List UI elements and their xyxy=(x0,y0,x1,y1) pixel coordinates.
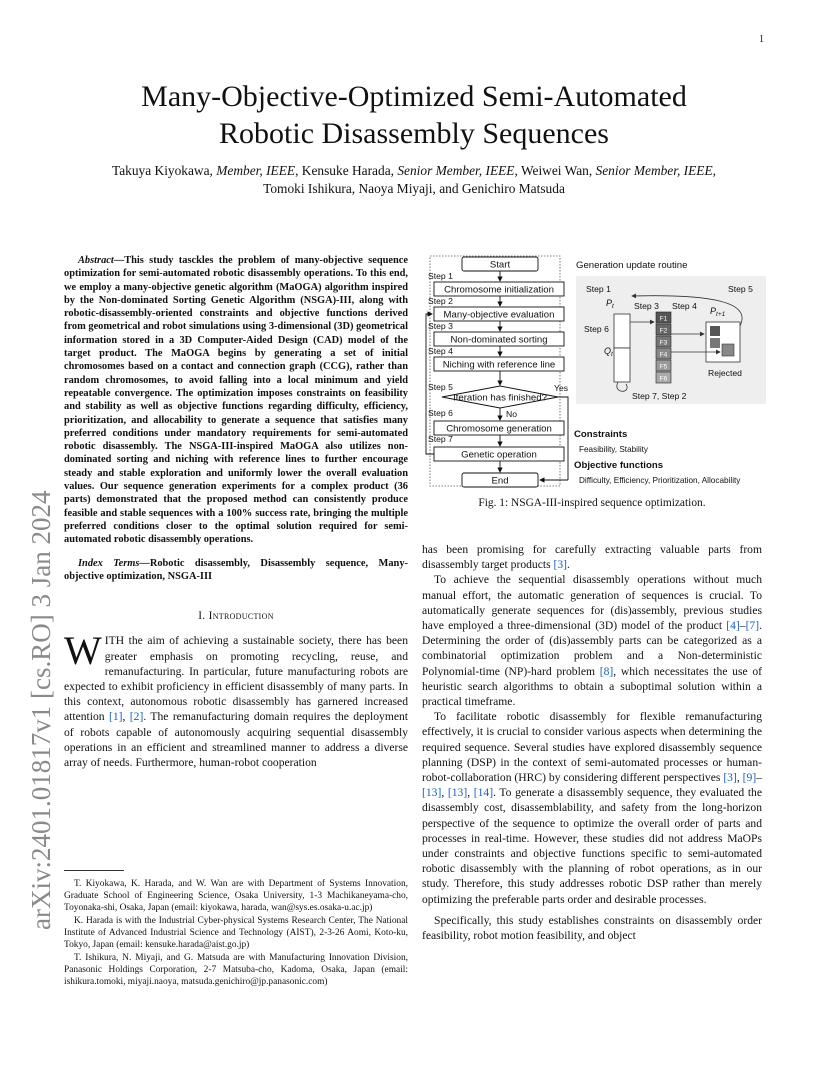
paragraph-text: , xyxy=(736,771,743,785)
page-number: 1 xyxy=(759,34,764,45)
author-separator: , xyxy=(295,163,302,178)
step-label: Step 1 xyxy=(428,271,453,281)
paragraph-text: , xyxy=(467,786,474,800)
front-label: F3 xyxy=(659,339,668,347)
constraints-text: Feasibility, Stability xyxy=(579,445,649,454)
routine-step72: Step 7, Step 2 xyxy=(632,391,687,401)
routine-step4: Step 4 xyxy=(672,301,697,311)
step-box-text: Genetic operation xyxy=(461,449,537,461)
step-label: Step 7 xyxy=(428,434,453,444)
paragraph-text: . The remanufacturing domain requires the deployment of robots capable of autonomously acquiring sequential disassembly operations in an efficient and streamlined manner to address a diverse array of needs. Furthermore, human-robot cooperation xyxy=(64,710,409,769)
paragraph-text: has been promising for carefully extracting valuable parts from disassembly target products xyxy=(422,543,762,572)
author-name: Takuya Kiyokawa, xyxy=(111,163,217,178)
title-line-1: Many-Objective-Optimized Semi-Automated xyxy=(141,80,687,113)
qt-label: $Q_t$ xyxy=(604,346,613,358)
step-label: Step 5 xyxy=(428,382,453,392)
step-label: Step 4 xyxy=(428,346,453,356)
step-label: Step 6 xyxy=(428,408,453,418)
step-label: Step 3 xyxy=(428,321,453,331)
arxiv-stamp-text: arXiv:2401.01817v1 [cs.RO] 3 Jan 2024 xyxy=(26,490,56,930)
author-list xyxy=(64,162,764,198)
footnotes xyxy=(64,878,408,989)
rejected-label: Rejected xyxy=(708,368,742,378)
intro-paragraph xyxy=(64,628,409,770)
author-separator: , xyxy=(712,163,717,178)
paragraph-text: . xyxy=(567,558,570,572)
decision-text: Iteration has finished? xyxy=(453,392,547,404)
step-box-text: Niching with reference line xyxy=(442,359,556,371)
step-label: Step 2 xyxy=(428,296,453,306)
paragraph-text: – xyxy=(739,619,746,633)
step-box-text: Chromosome initialization xyxy=(444,284,554,296)
left-column xyxy=(64,254,408,770)
arxiv-side-stamp xyxy=(8,300,68,940)
index-terms-text: —Robotic disassembly, Disassembly sequence, Many-objective optimization, NSGA-III xyxy=(64,557,408,582)
routine-step1: Step 1 xyxy=(586,284,611,294)
paragraph-text: , xyxy=(122,710,130,724)
citation-link[interactable]: [2] xyxy=(129,710,144,724)
citation-link[interactable]: [3] xyxy=(723,771,737,785)
citation-link[interactable]: [1] xyxy=(108,710,123,724)
author-name: Kensuke Harada, xyxy=(301,163,398,178)
right-column xyxy=(422,542,762,943)
figure-caption: Fig. 1: NSGA-III-inspired sequence optimization. xyxy=(478,497,706,509)
author-role: Member, IEEE xyxy=(216,163,296,178)
routine-title: Generation update routine xyxy=(576,260,688,271)
index-terms xyxy=(64,557,408,584)
footnote-rule xyxy=(64,870,124,871)
authors-line-2: Tomoki Ishikura, Naoya Miyaji, and Genichiro Matsuda xyxy=(263,181,565,196)
flowchart-diagram xyxy=(422,252,772,492)
abstract xyxy=(64,254,408,547)
citation-link[interactable]: [13] xyxy=(422,786,442,800)
footnote: K. Harada is with the Industrial Cyber-physical Systems Research Center, The National Institute of Advanced Industrial Science and Technology (AIST), 2-3-26 Aomi, Koto-ku, Tokyo, Japan (email: kensuke.harada@aist.go.jp) xyxy=(64,916,408,950)
front-label: F4 xyxy=(659,351,668,359)
author-separator: , xyxy=(514,163,521,178)
end-label: End xyxy=(491,475,509,487)
section-heading xyxy=(64,609,408,624)
figure-1 xyxy=(422,252,772,492)
no-label: No xyxy=(506,409,517,419)
front-label: F2 xyxy=(659,327,668,335)
paragraph xyxy=(422,709,762,907)
section-title: Introduction xyxy=(208,610,274,623)
routine-step3: Step 3 xyxy=(634,301,659,311)
paragraph-text: To facilitate robotic disassembly for flexible remanufacturing effectively, it is crucial to consider various aspects when determining the required sequence. Several studies have explored disassembly sequence planning (DSP) in the context of semi-automated processes or human-robot-collaboration (HRC) by considering different perspectives xyxy=(422,710,762,785)
pt-label: $P_t$ xyxy=(606,298,614,310)
drop-cap: W xyxy=(64,628,102,674)
citation-link[interactable]: [9] xyxy=(742,771,757,785)
paragraph-text: , which necessitates the use of heuristic search algorithms to obtain a suboptimal solution within a practical timeframe. xyxy=(422,664,763,709)
paragraph-text: ITH the aim of achieving a sustainable society, there has been greater emphasis on promoting recycling, reuse, and remanufacturing. In particular, future manufacturing robots are expected to exhibit proficiency in efficient disassembly of many parts. In this context, autonomous robotic disassembly has garnered increased attention xyxy=(64,634,408,724)
citation-link[interactable]: [13] xyxy=(447,786,468,800)
paragraph-text: , xyxy=(441,786,448,800)
citation-link[interactable]: [7] xyxy=(745,619,760,633)
abstract-text: —This study tasckles the problem of many-objective sequence optimization for semi-automated robotic disassembly operations. To this end, we employ a many-objective genetic algorithm (MaOGA) algorithm inspired by the Non-dominated Sorting Genetic Algorithm (NSGA)-III, along with robotic-disassembly-oriented constraints and objective functions derived from geometrical and robot simulations using 3-dimensional (3D) geometrical information stored in a 3D Computer-Aided Design (CAD) model of the target product. The MaOGA begins by generating a set of initial chromosomes based on a contact and connection graph (CCG), rather than random chromosomes, to avoid falling into a local minimum and yield repeatable convergence. The optimization imposes constraints on feasibility and stability as well as objective functions regarding difficulty, efficiency, prioritization, and allocability to generate a sequence that satisfies many preferred conditions under mandatory requirements for semi-automated robotic disassembly. The NSGA-III-inspired MaOGA also utilizes non-dominated sorting and niching with reference lines to further encourage steady and stable exploration and uniformly lower the overall evaluation values. Our sequence generation experiments for a complex product (36 parts) demonstrated that the proposed method can consistently produce feasible and stable sequences with a 100% success rate, bringing the multiple preferred conditions closer to the optimal solution required for semi-automated robotic disassembly operations. xyxy=(64,255,408,546)
paragraph: Specifically, this study establishes constraints on disassembly order feasibility, robot motion feasibility, and object xyxy=(422,913,762,943)
step-box-text: Many-objective evaluation xyxy=(443,309,555,321)
step-box-text: Chromosome generation xyxy=(446,423,552,435)
abstract-label: Abstract xyxy=(78,255,114,266)
paragraph-text: – xyxy=(756,771,762,785)
citation-link[interactable]: [3] xyxy=(553,558,568,572)
footnote: T. Ishikura, N. Miyaji, and G. Matsuda are with Manufacturing Innovation Division, Panasonic Holdings Corporation, 2-7 Matsuba-cho, Kadoma, Osaka, Japan (email: ishikura.tomoki, miyaji.naoya, matsuda.genichiro@jp.panasonic.com) xyxy=(64,953,408,987)
paper-title xyxy=(64,78,764,152)
citation-link[interactable]: [4] xyxy=(726,619,740,633)
paragraph-text: . Determining the order of (dis)assembly parts can be categorized as a combinatorial optimization problem and a Non-deterministic Polynomial-time (NP)-hard problem xyxy=(422,619,762,678)
constraints-title: Constraints xyxy=(574,429,628,440)
objectives-text: Difficulty, Efficiency, Prioritization, Allocability xyxy=(579,476,741,485)
routine-step6: Step 6 xyxy=(584,324,609,334)
title-line-2: Robotic Disassembly Sequences xyxy=(219,117,609,150)
front-label: F1 xyxy=(659,315,668,323)
paragraph xyxy=(422,542,762,572)
index-terms-label: Index Terms xyxy=(78,557,140,569)
routine-step5: Step 5 xyxy=(728,284,753,294)
start-label: Start xyxy=(489,259,511,271)
author-role: Senior Member, IEEE xyxy=(595,163,713,178)
citation-link[interactable]: [14] xyxy=(473,786,494,800)
paragraph-text: To achieve the sequential disassembly operations without much manual effort, the automatic generation of sequences is crucial. To automatically generate sequences for (dis)assembly, previous studies have employed a three-dimensional (3D) model of the product xyxy=(422,573,762,633)
authors-line-1 xyxy=(64,162,764,180)
step-box-text: Non-dominated sorting xyxy=(450,334,548,346)
author-name: Weiwei Wan, xyxy=(520,163,596,178)
paragraph xyxy=(422,572,762,709)
author-role: Senior Member, IEEE xyxy=(397,163,515,178)
footnote: T. Kiyokawa, K. Harada, and W. Wan are with Department of Systems Innovation, Graduate School of Engineering Science, Osaka University, 1-3 Machikaneyama-cho, Toyonaka-shi, Osaka, Japan (email: kiyokawa, harada, wan@sys.es.osaka-u.ac.jp) xyxy=(64,879,408,913)
citation-link[interactable]: [8] xyxy=(599,664,614,678)
front-label: F6 xyxy=(659,375,668,383)
front-label: F5 xyxy=(659,363,668,371)
section-number: I. xyxy=(198,610,209,623)
pt1-label: $P_{t+1}$ xyxy=(710,306,726,318)
objectives-title: Objective functions xyxy=(574,460,664,471)
paragraph-text: . To generate a disassembly sequence, they evaluated the disassembly cost, disassemblability, and safety from the long-horizon perspective of the sequence to optimize the overall order of parts and processes in real-time. However, these studies did not address MaOPs under constraints and objective functions specific to semi-automated robotic disassembly with the planning of robot operations, as in our study. Therefore, this study addresses robotic DSP rather than merely optimizing the preferable parts order and desirable processes. xyxy=(422,786,762,906)
yes-label: Yes xyxy=(554,383,569,393)
